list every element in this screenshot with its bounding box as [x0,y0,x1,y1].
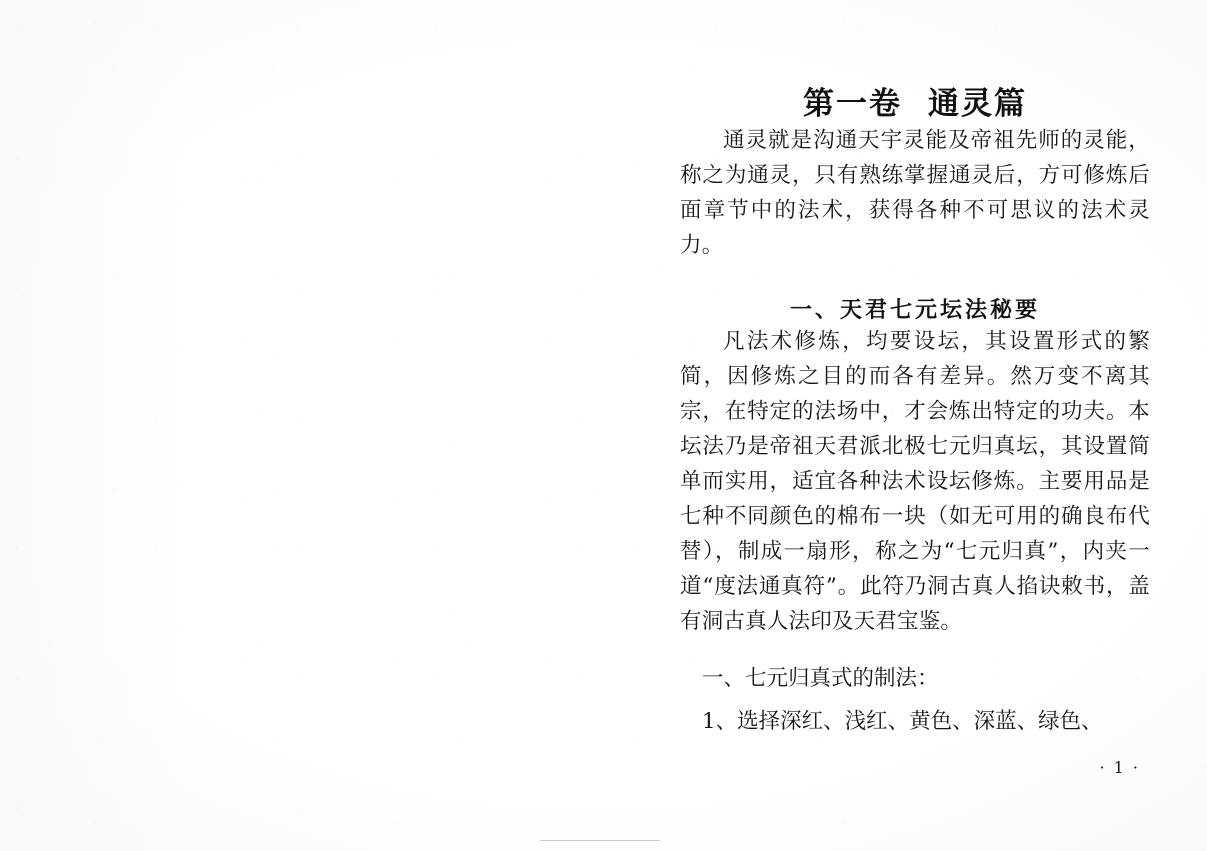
main-paragraph: 凡法术修炼，均要设坛，其设置形式的繁简，因修炼之目的而各有差异。然万变不离其宗，在特定的法场中，才会炼出特定的功夫。本坛法乃是帝祖天君派北极七元归真坛，其设置简单而实用，适宜各种法术设坛修炼。主要用品是七种不同颜色的棉布一块（如无可用的确良布代替），制成一扇形，称之为“七元归真”，内夹一道“度法通真符”。此符乃洞古真人掐诀敕书，盖有洞古真人法印及天君宝鉴。 [680,329,1150,634]
sub-heading: 一、七元归真式的制法： [702,666,939,691]
intro-paragraph: 通灵就是沟通天宇灵能及帝祖先师的灵能，称之为通灵，只有熟练掌握通灵后，方可修炼后面章节中的法术，获得各种不可思议的法术灵力。 [680,128,1150,258]
chapter-title [680,78,1150,123]
chapter-title-volume: 第一卷 [803,86,902,122]
page-text-column [680,0,1150,851]
scan-artifact-line [540,840,660,841]
chapter-title-name: 通灵篇 [928,86,1027,122]
section-heading: 一、天君七元坛法秘要 [789,297,1040,323]
page-number: · 1 · [1099,758,1140,777]
list-item: 1、选择深红、浅红、黄色、深蓝、绿色、 [702,709,1103,734]
